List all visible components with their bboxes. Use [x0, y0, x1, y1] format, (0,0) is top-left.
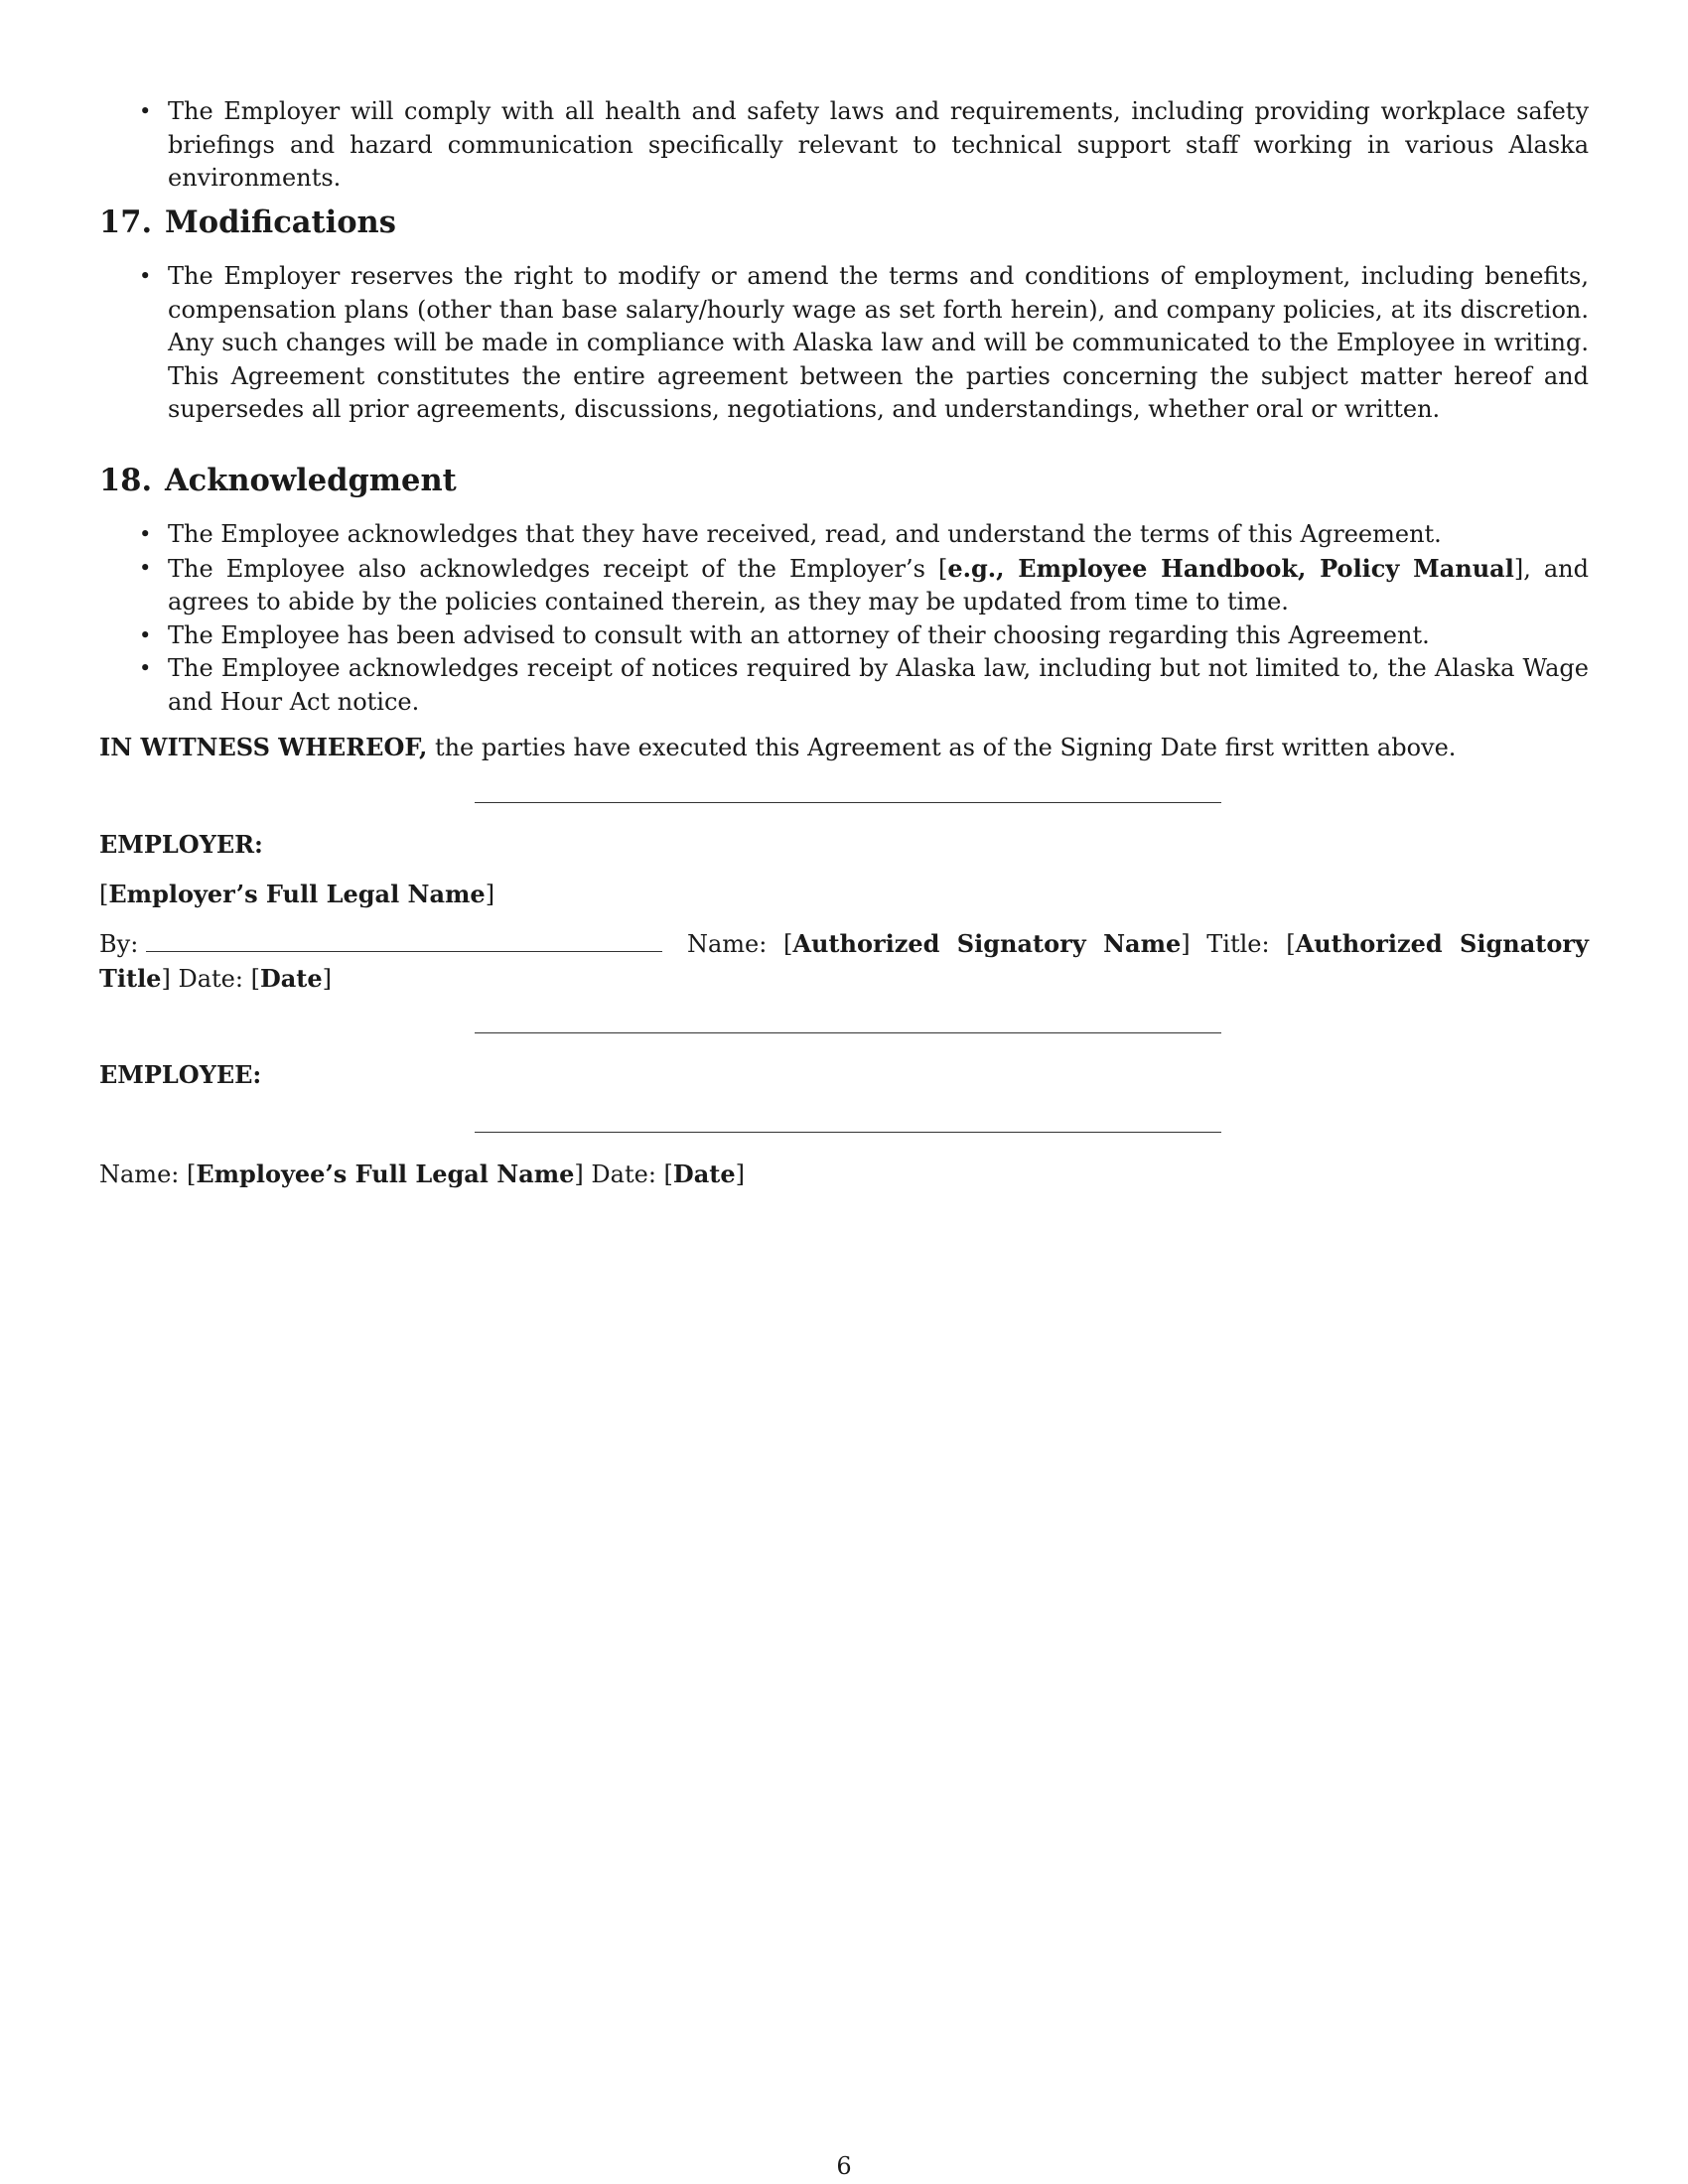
section-title: Modifications: [165, 205, 396, 240]
intro-bullet: [99, 95, 1589, 196]
divider: [475, 1032, 1221, 1033]
employer-date: Date: [259, 963, 323, 993]
list-item: • The Employee has been advised to consult with an attorney of their choosing regarding this Agreement.: [99, 619, 1589, 653]
intro-bullet-text: The Employer will comply with all health and safety laws and requirements, including providing workplace safety briefings and hazard communication specifically relevant to technical support staff working in various Alaska environments.: [168, 97, 1589, 192]
witness-clause: IN WITNESS WHEREOF, the parties have executed this Agreement as of the Signing Date first written above.: [99, 733, 1457, 761]
bullet-icon: •: [139, 656, 152, 680]
list-item: • The Employee acknowledges that they have received, read, and understand the terms of this Agreement.: [99, 518, 1589, 552]
employer-signature-block: By: Name: [Authorized Signatory Name] Title: [Authorized Signatory Title] Date: [Date]: [99, 929, 1589, 993]
signatory-title: Authorized Signatory Title: [99, 929, 1589, 993]
employee-signature-block: Name: [Employee’s Full Legal Name] Date: [Date]: [99, 1160, 745, 1188]
signature-line[interactable]: [146, 931, 662, 952]
employer-heading: EMPLOYER:: [99, 830, 263, 859]
employee-date: Date: [672, 1160, 736, 1188]
bullet-icon: •: [139, 99, 152, 123]
signatory-name: Authorized Signatory Name: [792, 929, 1182, 958]
employee-heading: EMPLOYEE:: [99, 1060, 262, 1089]
employer-name: [Employer’s Full Legal Name]: [99, 880, 495, 908]
section-17-heading: [99, 203, 1589, 242]
divider: [475, 802, 1221, 803]
list-item: • The Employee acknowledges receipt of notices required by Alaska law, including but not limited to, the Alaska Wage and Hour Act notice.: [139, 654, 1589, 716]
bullet-icon: •: [139, 555, 152, 580]
section-number: 17.: [99, 205, 153, 240]
bullet-icon: •: [139, 264, 152, 288]
signature-line[interactable]: [475, 1132, 1221, 1133]
employee-name: Employee’s Full Legal Name: [196, 1160, 575, 1188]
section-17-bullet: [99, 260, 1589, 427]
bullet-icon: •: [139, 622, 152, 647]
bullet-icon: •: [139, 522, 152, 546]
section-18-list: [99, 518, 1589, 719]
section-number: 18.: [99, 463, 153, 498]
section-title: Acknowledgment: [165, 463, 457, 498]
page-number: 6: [836, 2152, 852, 2180]
section-17-text: The Employer reserves the right to modify or amend the terms and conditions of employment, including benefits, compensation plans (other than base salary/hourly wage as set forth herein), and company policies, at its discretion. Any such changes will be made in compliance with Alaska law and will be communicated to the Employee in writing. This Agreement constitutes the entire agreement between the parties concerning the subject matter hereof and supersedes all prior agreements, discussions, negotiations, and understandings, whether oral or written.: [168, 262, 1589, 423]
section-18-heading: [99, 461, 1589, 500]
list-item: • The Employee also acknowledges receipt of the Employer’s [e.g., Employee Handbook, Policy Manual], and agrees to abide by the policies contained therein, as they may be updated from time to time.: [139, 553, 1590, 615]
